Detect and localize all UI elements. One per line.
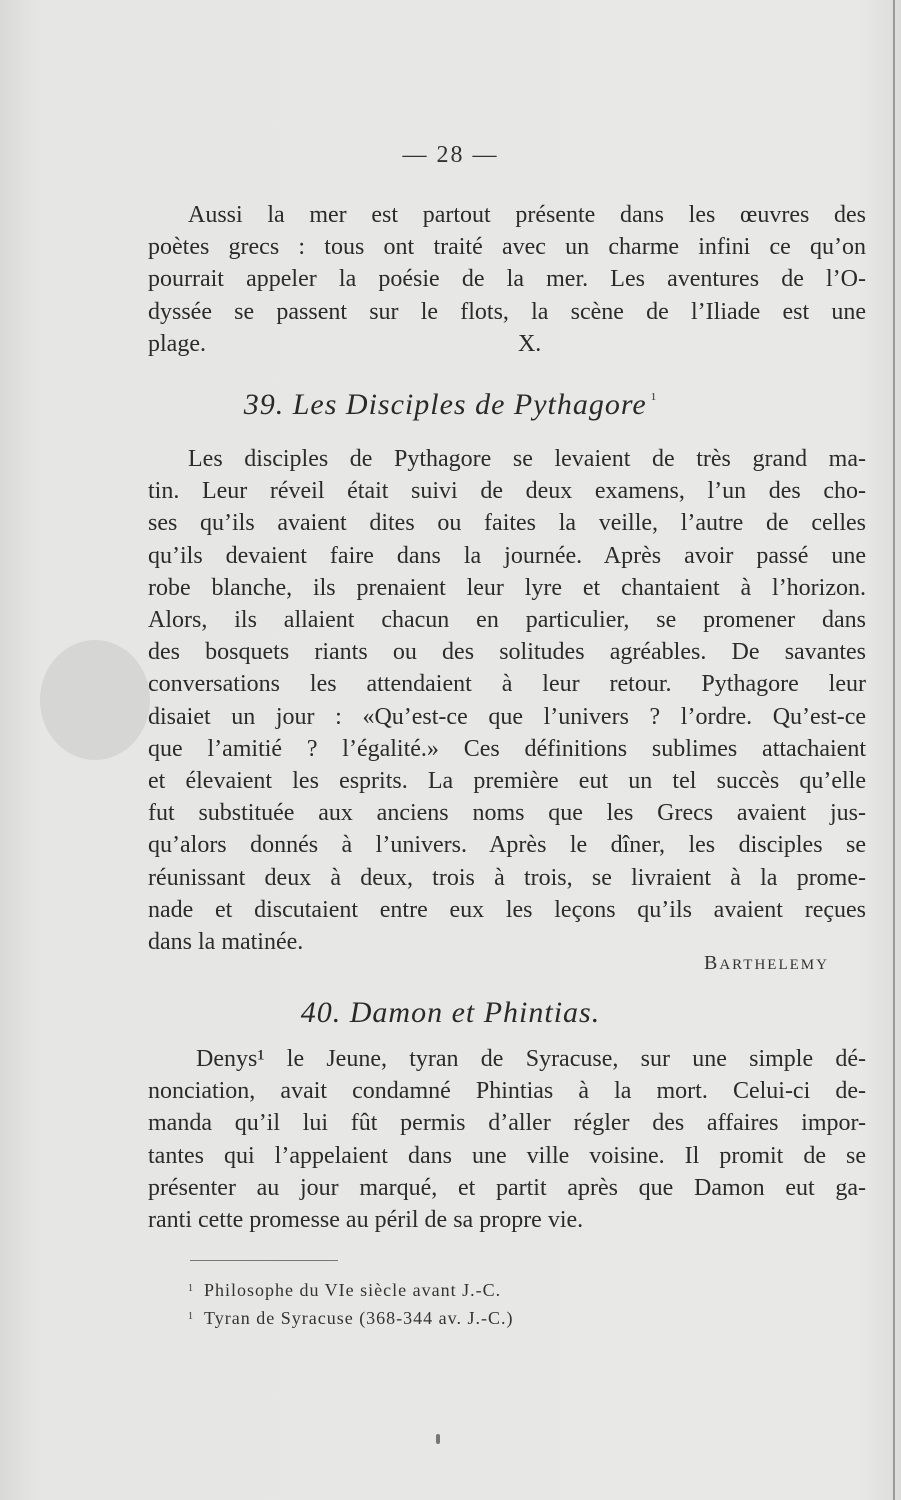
page-number: — 28 — (402, 142, 499, 168)
text-line: nade et discutaient entre eux les leçons qu’ils avaient reçues (148, 896, 866, 923)
footnote-marker: 1 (650, 391, 658, 403)
paper-stain (40, 640, 150, 760)
text-line: présenter au jour marqué, et partit après que Damon eut ga- (148, 1174, 866, 1201)
damon-paragraph (148, 1043, 866, 1236)
author-name: ARTHELEMY (719, 957, 829, 973)
text-line: qu’alors donnés à l’univers. Après le dîner, les disciples se (148, 832, 866, 859)
text-line: Les disciples de Pythagore se levaient de très grand ma- (188, 446, 866, 472)
author-initial: B (704, 952, 720, 974)
text-line: réunissant deux à deux, trois à trois, se livraient à la prome- (148, 864, 866, 891)
text-line: plage. X. (148, 330, 542, 357)
text-line: des bosquets riants ou des solitudes agréables. De savantes (148, 639, 866, 666)
text-line: Alors, ils allaient chacun en particulier, se promener dans (148, 607, 866, 634)
text-line: Aussi la mer est partout présente dans les œuvres des (188, 202, 866, 228)
pythagore-paragraph (148, 443, 866, 958)
section-title-text: 39. Les Disciples de Pythagore (243, 388, 647, 421)
text-line: Denys¹ le Jeune, tyran de Syracuse, sur une simple dé- (196, 1046, 866, 1072)
page-edge (893, 0, 895, 1500)
footnote-rule (190, 1260, 338, 1261)
text-line: qu’ils devaient faire dans la journée. Après avoir passé une (148, 542, 866, 569)
text-line: dyssée se passent sur le flots, la scène de l’Iliade est une (148, 298, 866, 325)
text-line: ses qu’ils avaient dites ou faites la veille, l’autre de celles (148, 510, 866, 537)
text-line: et élevaient les esprits. La première eut un tel succès qu’elle (148, 768, 866, 795)
text-line: dans la matinée. (148, 929, 304, 956)
text-line: fut substituée aux anciens noms que les Grecs avaient jus- (148, 800, 866, 827)
text-line: ranti cette promesse au péril de sa propre vie. (148, 1207, 584, 1234)
text-line: disaiet un jour : «Qu’est-ce que l’univers ? l’ordre. Qu’est-ce (148, 703, 866, 730)
text-line: pourrait appeler la poésie de la mer. Les aventures de l’O- (148, 266, 866, 293)
intro-paragraph (148, 199, 866, 360)
text-line: robe blanche, ils prenaient leur lyre et chantaient à l’horizon. (148, 574, 866, 601)
author-signature (704, 952, 829, 975)
section-title-40 (0, 996, 901, 1030)
text-line: conversations les attendaient à leur retour. Pythagore leur (148, 671, 866, 698)
section-title-39 (0, 388, 901, 422)
footnote-marker: 1 (188, 1283, 194, 1294)
text-line: nonciation, avait condamné Phintias à la mort. Celui-ci de- (148, 1078, 866, 1105)
text-line: tantes qui l’appelaient dans une ville voisine. Il promit de se (148, 1142, 866, 1169)
footnote-text: Philosophe du VIe siècle avant J.-C. (204, 1280, 502, 1300)
footnote-1 (188, 1280, 501, 1301)
footnote-marker: 1 (188, 1311, 194, 1322)
ink-mark (436, 1434, 440, 1444)
text-line: manda qu’il lui fût permis d’aller régler des affaires impor- (148, 1110, 866, 1137)
section-title-text: 40. Damon et Phintias. (300, 996, 601, 1029)
footnote-2 (188, 1308, 514, 1329)
text-line: poètes grecs : tous ont traité avec un charme infini ce qu’on (148, 234, 866, 261)
text-line: que l’amitié ? l’égalité.» Ces définitions sublimes attachaient (148, 735, 866, 762)
footnote-text: Tyran de Syracuse (368-344 av. J.-C.) (204, 1308, 514, 1328)
text-line: tin. Leur réveil était suivi de deux examens, l’un des cho- (148, 478, 866, 505)
